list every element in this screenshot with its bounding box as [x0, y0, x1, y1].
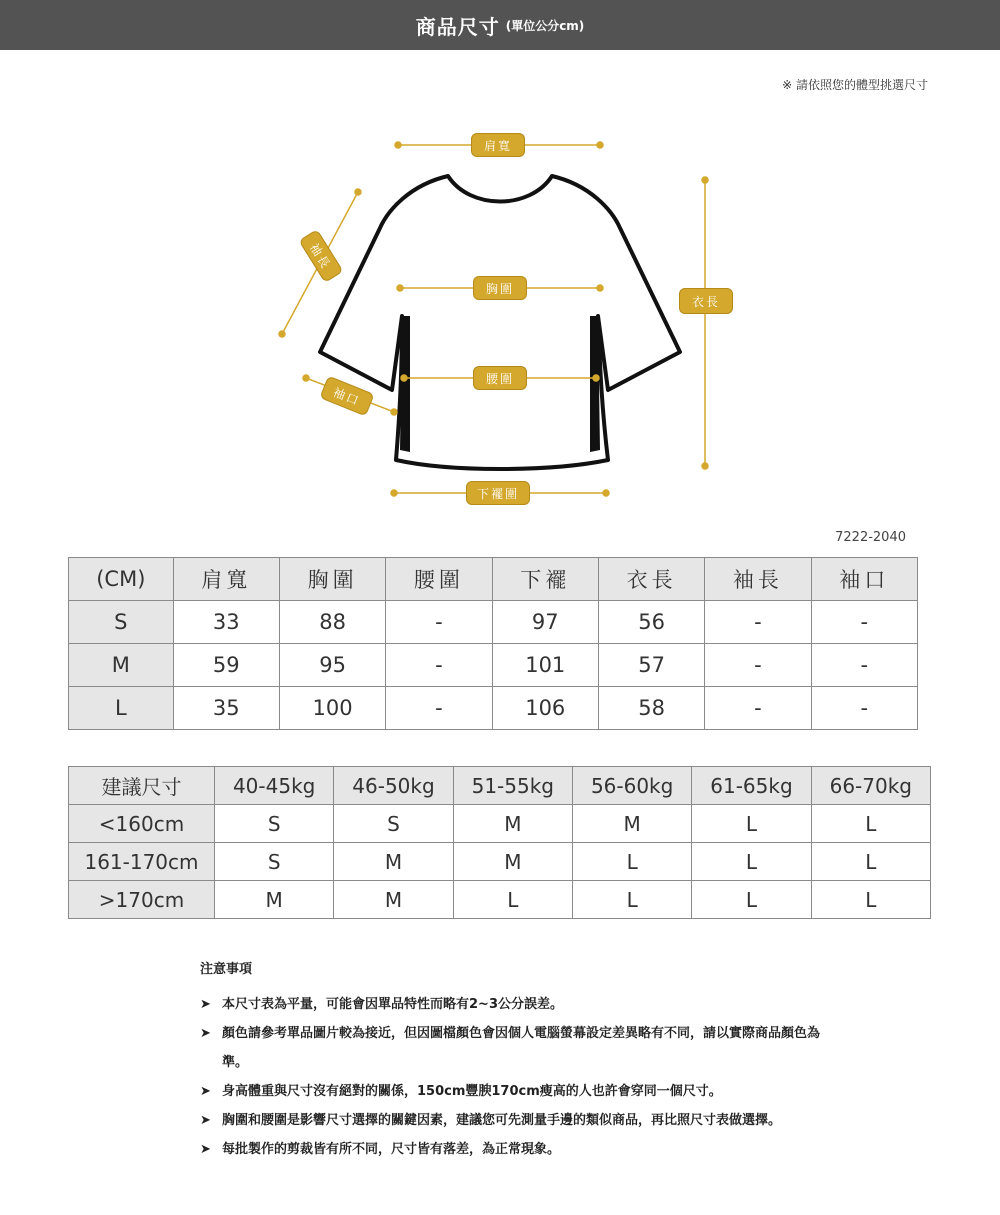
table-cell: - [386, 601, 492, 644]
table-cell: - [705, 687, 811, 730]
size-label-cell: S [69, 601, 174, 644]
table-cell: 88 [279, 601, 385, 644]
table-row [69, 843, 931, 881]
size-header-cell: 袖長 [705, 558, 811, 601]
arrow-icon: ➤ [200, 1084, 211, 1099]
table-cell: - [705, 644, 811, 687]
chest-tag: 胸圍 [473, 276, 527, 300]
size-header-cell: 腰圍 [386, 558, 492, 601]
table-cell: M [334, 881, 453, 919]
recommend-header-cell: 40-45kg [215, 767, 334, 805]
size-label-cell: M [69, 644, 174, 687]
height-label-cell: 161-170cm [69, 843, 215, 881]
table-cell: 95 [279, 644, 385, 687]
waist-left-dot [401, 375, 407, 381]
recommend-header-cell: 46-50kg [334, 767, 453, 805]
waist-right-dot [593, 375, 599, 381]
product-code: 7222-2040 [835, 530, 906, 545]
table-cell: 97 [492, 601, 598, 644]
table-cell: 33 [173, 601, 279, 644]
recommend-size-table [68, 766, 931, 919]
length-tag: 衣長 [679, 288, 733, 314]
table-cell: 35 [173, 687, 279, 730]
hem-tag: 下襬圍 [466, 481, 530, 505]
arrow-icon: ➤ [200, 1026, 211, 1041]
table-cell: L [811, 805, 930, 843]
table-cell: 56 [598, 601, 704, 644]
table-cell: 57 [598, 644, 704, 687]
recommend-header-cell: 61-65kg [692, 767, 811, 805]
table-cell: L [811, 881, 930, 919]
shoulder-right-dot [597, 142, 603, 148]
size-header-cell: 下襬 [492, 558, 598, 601]
recommend-header-cell: 56-60kg [572, 767, 691, 805]
size-label-cell: L [69, 687, 174, 730]
sleeve-bottom-dot [279, 331, 285, 337]
arrow-icon: ➤ [200, 1113, 211, 1128]
table-cell: M [215, 881, 334, 919]
table-cell: - [705, 601, 811, 644]
cuff-right-dot [391, 409, 397, 415]
table-cell: - [811, 687, 917, 730]
recommend-table-header-row [69, 767, 931, 805]
table-cell: 58 [598, 687, 704, 730]
list-item [200, 990, 820, 1019]
table-row [69, 805, 931, 843]
hem-right-dot [603, 490, 609, 496]
table-cell: - [811, 644, 917, 687]
table-cell: M [572, 805, 691, 843]
table-cell: L [692, 843, 811, 881]
height-label-cell: <160cm [69, 805, 215, 843]
table-cell: L [692, 881, 811, 919]
cuff-tag: 袖口 [319, 376, 374, 417]
note-text: 身高體重與尺寸沒有絕對的關係，150cm豐腴170cm瘦高的人也許會穿同一個尺寸。 [222, 1084, 722, 1099]
table-cell: S [215, 805, 334, 843]
list-item [200, 1135, 820, 1164]
size-table [68, 557, 918, 730]
note-text: 本尺寸表為平量，可能會因單品特性而略有2~3公分誤差。 [222, 997, 563, 1012]
size-table-header-row [69, 558, 918, 601]
table-cell: S [334, 805, 453, 843]
length-bottom-dot [702, 463, 708, 469]
table-row [69, 687, 918, 730]
note-text: 每批製作的剪裁皆有所不同，尺寸皆有落差，為正常現象。 [222, 1142, 561, 1157]
shoulder-left-dot [395, 142, 401, 148]
tshirt-illustration [0, 120, 1000, 520]
length-top-dot [702, 177, 708, 183]
table-cell: - [811, 601, 917, 644]
list-item [200, 1077, 820, 1106]
table-cell: L [811, 843, 930, 881]
measurement-diagram [0, 120, 1000, 520]
height-label-cell: >170cm [69, 881, 215, 919]
arrow-icon: ➤ [200, 997, 211, 1012]
table-cell: - [386, 687, 492, 730]
notes-title: 注意事項 [200, 962, 253, 977]
recommend-header-cell: 51-55kg [453, 767, 572, 805]
sleeve-top-dot [355, 189, 361, 195]
table-cell: L [572, 843, 691, 881]
shoulder-tag: 肩寬 [471, 133, 525, 157]
table-cell: L [692, 805, 811, 843]
table-cell: - [386, 644, 492, 687]
chest-right-dot [597, 285, 603, 291]
list-item [200, 1019, 820, 1077]
size-header-cell: (CM) [69, 558, 174, 601]
hem-left-dot [391, 490, 397, 496]
size-advice-note: ※ 請依照您的體型挑選尺寸 [782, 78, 928, 92]
unit-label: (單位公分cm) [505, 18, 585, 33]
table-cell: M [453, 805, 572, 843]
table-row [69, 601, 918, 644]
table-cell: L [453, 881, 572, 919]
recommend-header-cell: 66-70kg [811, 767, 930, 805]
table-row [69, 644, 918, 687]
table-cell: L [572, 881, 691, 919]
size-header-cell: 衣長 [598, 558, 704, 601]
shirt-outline [320, 176, 680, 469]
notes-section [200, 958, 820, 1164]
recommend-header-cell: 建議尺寸 [69, 767, 215, 805]
size-header-cell: 肩寬 [173, 558, 279, 601]
size-header-cell: 袖口 [811, 558, 917, 601]
size-header-cell: 胸圍 [279, 558, 385, 601]
table-cell: 106 [492, 687, 598, 730]
note-text: 顏色請參考單品圖片較為接近，但因圖檔顏色會因個人電腦螢幕設定差異略有不同，請以實際商品顏色為準。 [222, 1026, 821, 1070]
table-cell: S [215, 843, 334, 881]
note-text: 胸圍和腰圍是影響尺寸選擇的關鍵因素，建議您可先測量手邊的類似商品，再比照尺寸表做選擇。 [222, 1113, 782, 1128]
table-cell: 101 [492, 644, 598, 687]
table-row [69, 881, 931, 919]
list-item [200, 1106, 820, 1135]
page-title: 商品尺寸 [415, 14, 500, 39]
sleeve-length-tag: 袖長 [298, 229, 343, 283]
table-cell: M [453, 843, 572, 881]
table-cell: M [334, 843, 453, 881]
arrow-icon: ➤ [200, 1142, 211, 1157]
waist-tag: 腰圍 [473, 366, 527, 390]
cuff-left-dot [303, 375, 309, 381]
chest-left-dot [397, 285, 403, 291]
table-cell: 100 [279, 687, 385, 730]
table-cell: 59 [173, 644, 279, 687]
header-bar [0, 0, 1000, 50]
